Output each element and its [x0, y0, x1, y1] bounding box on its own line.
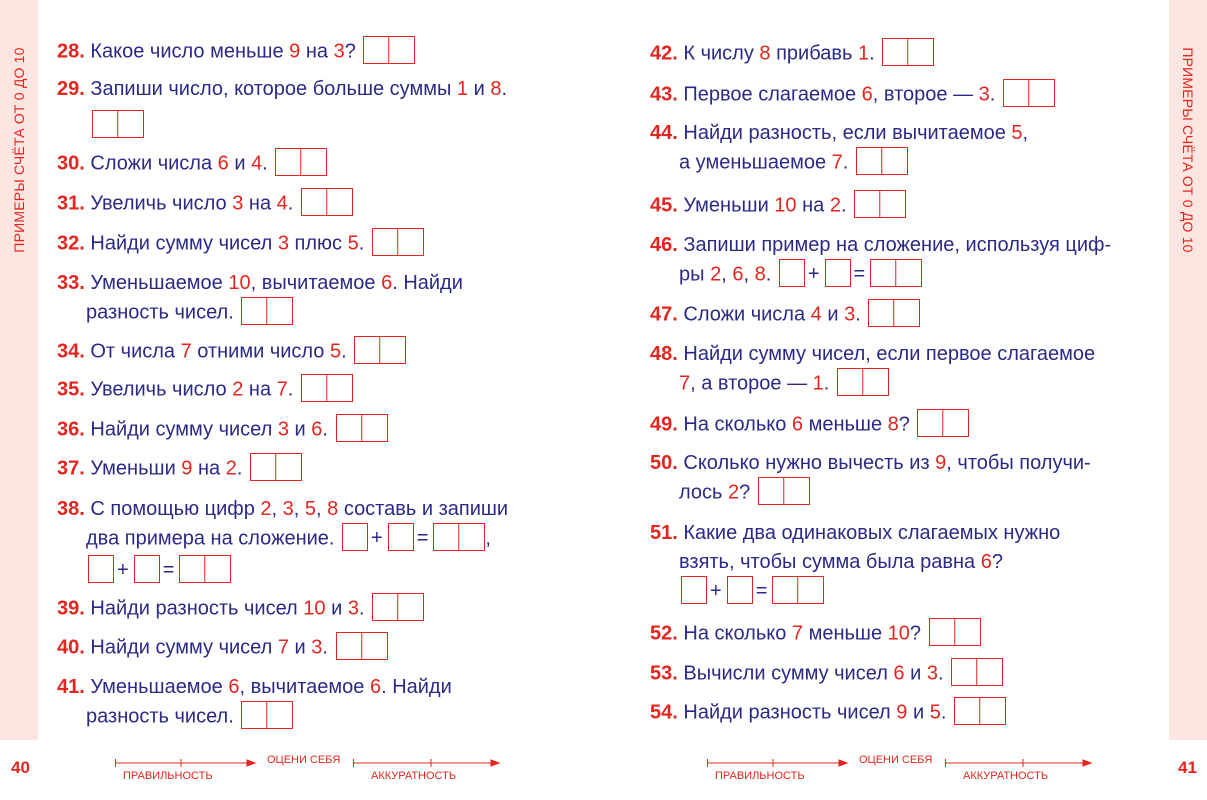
answer-box[interactable]: [868, 299, 920, 327]
answer-box[interactable]: [241, 701, 293, 729]
answer-box[interactable]: [354, 336, 406, 364]
exercise-52: 52. На сколько 7 меньше 10?: [650, 620, 1150, 648]
exercise-29: 29. Запиши число, которое больше суммы 1 и 8.: [57, 76, 557, 140]
answer-box[interactable]: [301, 188, 353, 216]
exercise-38: 38. С помощью цифр 2, 3, 5, 8 составь и запиши два примера на сложение. + = , + =: [57, 498, 509, 582]
answer-box[interactable]: [917, 409, 969, 437]
correctness-label: ПРАВИЛЬНОСТЬ: [123, 770, 213, 782]
answer-box[interactable]: [275, 148, 327, 176]
page-number-left: 40: [11, 758, 30, 777]
exercise-51: 51. Какие два одинаковых слагаемых нужно взять, чтобы сумма была равна 6? + =: [650, 522, 1061, 603]
answer-box[interactable]: [854, 190, 906, 218]
answer-box[interactable]: [372, 228, 424, 256]
exercise-37: 37. Уменьши 9 на 2.: [57, 455, 557, 483]
exercise-39: 39. Найди разность чисел 10 и 3.: [57, 595, 557, 623]
answer-box[interactable]: [758, 477, 810, 505]
exercise-41: 41. Уменьшаемое 6, вычитаемое 6. Найди разность чисел.: [57, 676, 452, 728]
answer-box[interactable]: [772, 576, 824, 604]
answer-box[interactable]: [433, 523, 485, 551]
answer-box[interactable]: [241, 297, 293, 325]
exercise-47: 47. Сложи числа 4 и 3.: [650, 301, 1150, 329]
exercise-42: 42. К числу 8 прибавь 1.: [650, 40, 1150, 68]
exercise-36: 36. Найди сумму чисел 3 и 6.: [57, 416, 557, 444]
answer-box-digit[interactable]: [134, 555, 160, 583]
exercise-33: 33. Уменьшаемое 10, вычитаемое 6. Найди разность чисел.: [57, 272, 463, 324]
exercise-43: 43. Первое слагаемое 6, второе — 3.: [650, 81, 1150, 109]
answer-box-digit[interactable]: [388, 523, 414, 551]
exercise-48: 48. Найди сумму чисел, если первое слагаемое 7, а второе — 1.: [650, 343, 1096, 395]
exercise-40: 40. Найди сумму чисел 7 и 3.: [57, 634, 557, 662]
exercise-31: 31. Увеличь число 3 на 4.: [57, 190, 557, 218]
answer-box[interactable]: [301, 374, 353, 402]
answer-box-digit[interactable]: [342, 523, 368, 551]
self-assessment-right: [707, 755, 1107, 785]
self-assessment-title: ОЦЕНИ СЕБЯ: [267, 754, 341, 766]
answer-box[interactable]: [954, 697, 1006, 725]
answer-box[interactable]: [372, 593, 424, 621]
exercise-46: 46. Запиши пример на сложение, используя циф- ры 2, 6, 8. + =: [650, 234, 1112, 286]
answer-box-digit[interactable]: [681, 576, 707, 604]
exercise-35: 35. Увеличь число 2 на 7.: [57, 376, 557, 404]
answer-box[interactable]: [336, 632, 388, 660]
neatness-label: АККУРАТНОСТЬ: [963, 770, 1049, 782]
side-title-right: ПРИМЕРЫ СЧЁТА ОТ 0 ДО 10: [1180, 47, 1196, 253]
answer-box[interactable]: [179, 555, 231, 583]
answer-box[interactable]: [870, 259, 922, 287]
answer-box-digit[interactable]: [88, 555, 114, 583]
exercise-28: 28. Какое число меньше 9 на 3?: [57, 38, 557, 66]
correctness-label: ПРАВИЛЬНОСТЬ: [715, 770, 805, 782]
answer-box[interactable]: [363, 36, 415, 64]
answer-box-digit[interactable]: [825, 259, 851, 287]
exercise-30: 30. Сложи числа 6 и 4.: [57, 150, 557, 178]
answer-box[interactable]: [250, 453, 302, 481]
page-number-right: 41: [1178, 758, 1197, 777]
answer-box[interactable]: [856, 147, 908, 175]
neatness-label: АККУРАТНОСТЬ: [371, 770, 457, 782]
answer-box[interactable]: [929, 618, 981, 646]
exercise-49: 49. На сколько 6 меньше 8?: [650, 411, 1150, 439]
answer-box[interactable]: [837, 368, 889, 396]
self-assessment-title: ОЦЕНИ СЕБЯ: [859, 754, 933, 766]
exercise-45: 45. Уменьши 10 на 2.: [650, 192, 1150, 220]
exercise-34: 34. От числа 7 отними число 5.: [57, 338, 557, 366]
exercise-54: 54. Найди разность чисел 9 и 5.: [650, 699, 1150, 727]
answer-box-digit[interactable]: [727, 576, 753, 604]
answer-box[interactable]: [336, 414, 388, 442]
answer-box[interactable]: [882, 38, 934, 66]
answer-box[interactable]: [951, 658, 1003, 686]
answer-box[interactable]: [1003, 79, 1055, 107]
exercise-53: 53. Вычисли сумму чисел 6 и 3.: [650, 660, 1150, 688]
answer-box-digit[interactable]: [779, 259, 805, 287]
exercise-44: 44. Найди разность, если вычитаемое 5, а уменьшаемое 7.: [650, 122, 1029, 174]
exercise-32: 32. Найди сумму чисел 3 плюс 5.: [57, 230, 557, 258]
side-title-left: ПРИМЕРЫ СЧЁТА ОТ 0 ДО 10: [11, 47, 27, 253]
answer-box[interactable]: [92, 110, 144, 138]
exercise-50: 50. Сколько нужно вычесть из 9, чтобы получи- лось 2?: [650, 452, 1091, 504]
self-assessment-left: [115, 755, 515, 785]
